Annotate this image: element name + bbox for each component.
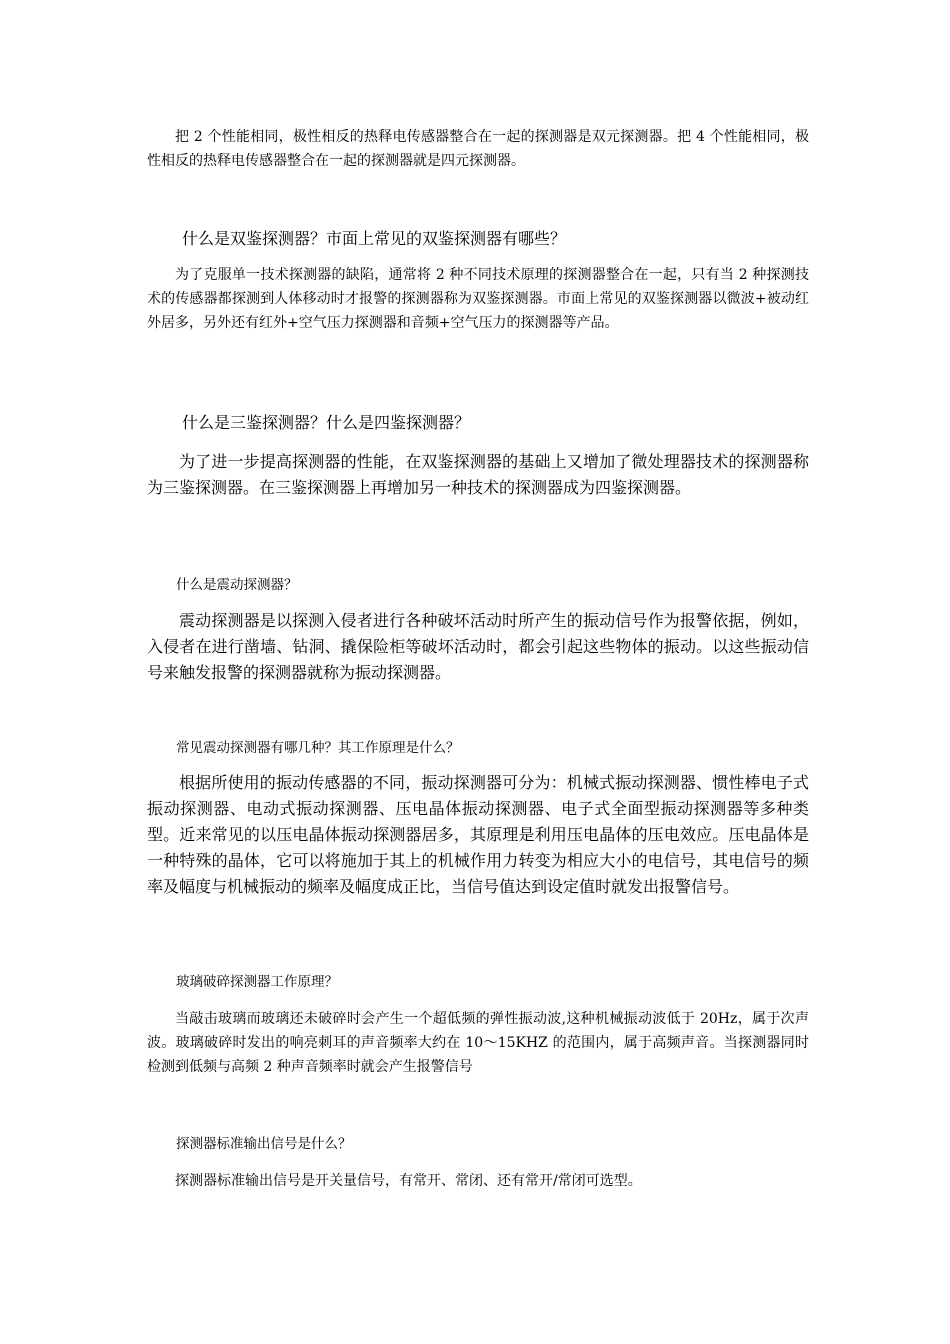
paragraph-output-signal: 探测器标准输出信号是开关量信号，有常开、常闭、还有常开/常闭可选型。 — [175, 1173, 642, 1189]
paragraph-dual-tech-detector: 为了克服单一技术探测器的缺陷，通常将 2 种不同技术原理的探测器整合在一起，只有当 2 种探测技术的传感器都探测到人体移动时才报警的探测器称为双鉴探测器。市面上常见的双鉴探测器以微波+被动红外居多，另外还有红外+空气压力探测器和音频+空气压力的探测器等产品。 — [147, 267, 809, 331]
paragraph-vibration-detector: 震动探测器是以探测入侵者进行各种破坏活动时所产生的振动信号作为报警依据，例如，入侵者在进行凿墙、钻洞、撬保险柜等破坏活动时，都会引起这些物体的振动。以这些振动信号来触发报警的探测器就称为振动探测器。 — [147, 611, 809, 682]
paragraph-vibration-types: 根据所使用的振动传感器的不同，振动探测器可分为：机械式振动探测器、惯性棒电子式振动探测器、电动式振动探测器、压电晶体振动探测器、电子式全面型振动探测器等多种类型。近来常见的以压电晶体振动探测器居多，其原理是利用压电晶体的压电效应。压电晶体是一种特殊的晶体，它可以将施加于其上的机械作用力转变为相应大小的电信号，其电信号的频率及幅度与机械振动的频率及幅度成正比，当信号值达到设定值时就发出报警信号。 — [147, 773, 809, 896]
paragraph-dual-element-detector: 把 2 个性能相同，极性相反的热释电传感器整合在一起的探测器是双元探测器。把 4 个性能相同，极性相反的热释电传感器整合在一起的探测器就是四元探测器。 — [147, 129, 809, 169]
heading-triple-quad-detector: 什么是三鉴探测器？什么是四鉴探测器？ — [182, 413, 471, 432]
heading-vibration-detector: 什么是震动探测器？ — [176, 577, 298, 593]
paragraph-triple-quad-detector: 为了进一步提高探测器的性能，在双鉴探测器的基础上又增加了微处理器技术的探测器称为三鉴探测器。在三鉴探测器上再增加另一种技术的探测器成为四鉴探测器。 — [147, 452, 809, 497]
heading-glass-break-detector: 玻璃破碎探测器工作原理？ — [176, 974, 338, 990]
paragraph-glass-break-detector: 当敲击玻璃而玻璃还未破碎时会产生一个超低频的弹性振动波,这种机械振动波低于 20Hz，属于次声波。玻璃破碎时发出的响亮刺耳的声音频率大约在 10～15KHZ 的范围内，属于高频声音。当探测器同时检测到低频与高频 2 种声音频率时就会产生报警信号 — [147, 1011, 809, 1075]
heading-vibration-types: 常见震动探测器有哪几种？其工作原理是什么？ — [176, 740, 460, 756]
heading-dual-tech-detector: 什么是双鉴探测器？市面上常见的双鉴探测器有哪些？ — [182, 229, 567, 248]
heading-output-signal: 探测器标准输出信号是什么？ — [176, 1136, 352, 1152]
